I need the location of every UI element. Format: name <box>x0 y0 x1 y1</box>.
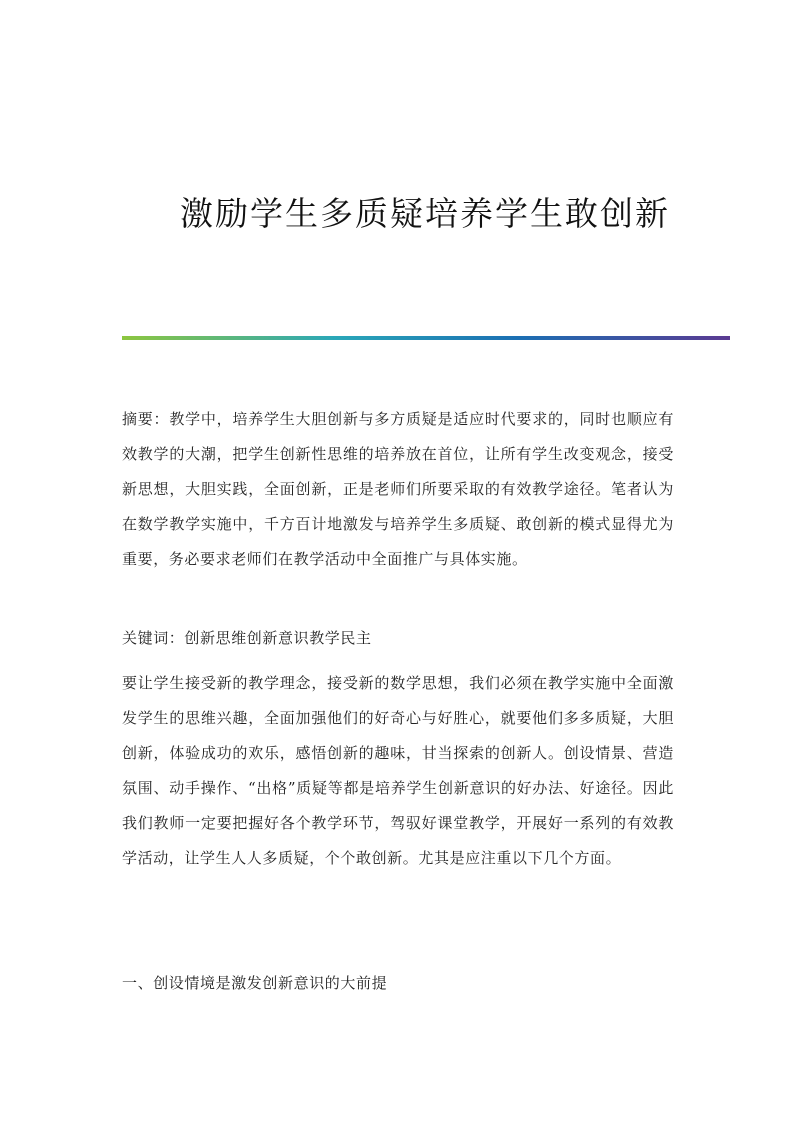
keywords-label: 关键词： <box>122 629 185 647</box>
abstract-label: 摘要： <box>122 410 170 428</box>
keywords-text: 创新思维创新意识教学民主 <box>184 629 372 647</box>
abstract-paragraph <box>122 402 674 577</box>
section-heading-1: 一、创设情境是激发创新意识的大前提 <box>122 974 388 992</box>
title-divider <box>122 336 730 340</box>
document-title: 激励学生多质疑培养学生敢创新 <box>180 194 670 233</box>
keywords-paragraph <box>122 621 674 656</box>
intro-paragraph: 要让学生接受新的教学理念，接受新的数学思想，我们必须在教学实施中全面激发学生的思维兴趣，全面加强他们的好奇心与好胜心，就要他们多多质疑，大胆创新，体验成功的欢乐，感悟创新的趣味，甘当探索的创新人。创设情景、营造氛围、动手操作、“出格”质疑等都是培养学生创新意识的好办法、好途径。因此我们教师一定要把握好各个教学环节，驾驭好课堂教学，开展好一系列的有效教学活动，让学生人人多质疑，个个敢创新。尤其是应注重以下几个方面。 <box>122 674 674 867</box>
abstract-text: 教学中，培养学生大胆创新与多方质疑是适应时代要求的，同时也顺应有效教学的大潮，把学生创新性思维的培养放在首位，让所有学生改变观念，接受新思想，大胆实践，全面创新，正是老师们所要采取的有效教学途径。笔者认为在数学教学实施中，千方百计地激发与培养学生多质疑、敢创新的模式显得尤为重要，务必要求老师们在教学活动中全面推广与具体实施。 <box>122 410 675 568</box>
